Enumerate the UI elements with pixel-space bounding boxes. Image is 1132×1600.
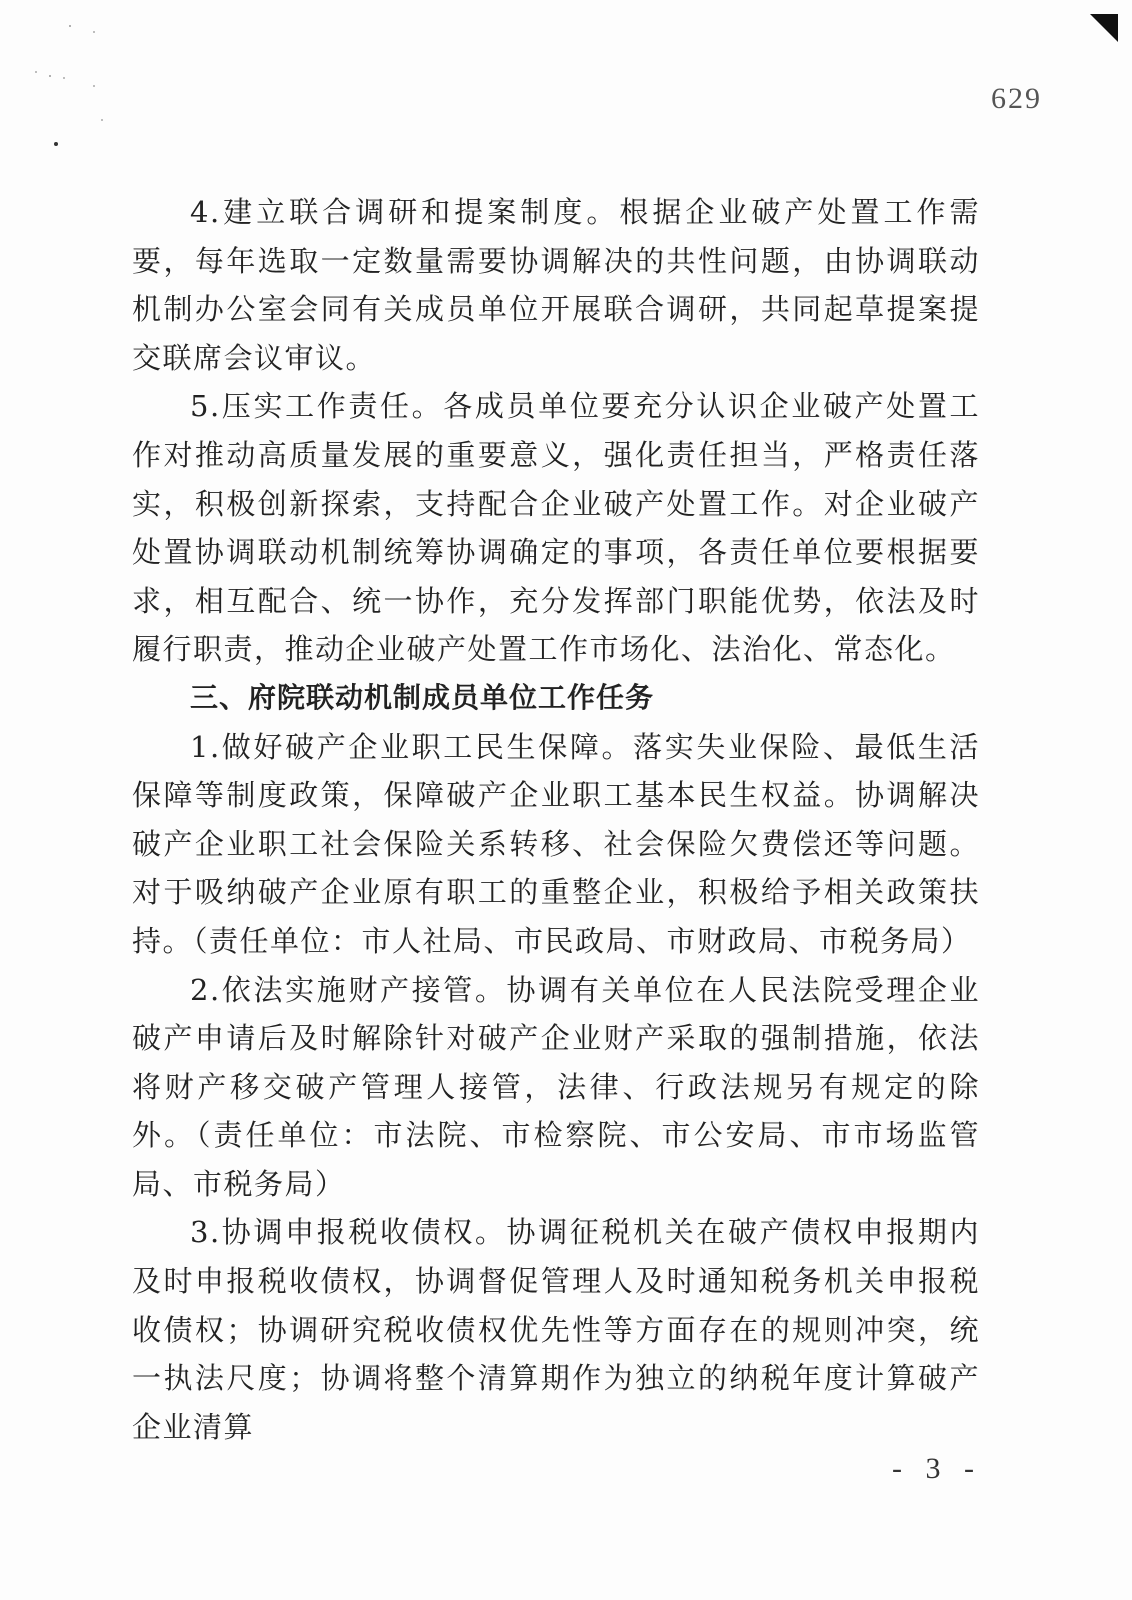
scan-specks [30, 20, 130, 150]
task-2-property-takeover: 2.依法实施财产接管。协调有关单位在人民法院受理企业破产申请后及时解除针对破产企业财产采取的强制措施，依法将财产移交破产管理人接管，法律、行政法规另有规定的除外。（责任单位：市法院、市检察院、市公安局、市市场监管局、市税务局） [132, 972, 980, 1201]
corner-triangle-mark [1090, 14, 1118, 42]
stamp-number: 629 [991, 82, 1042, 115]
page-number: - 3 - [892, 1452, 982, 1485]
section-heading: 三、府院联动机制成员单位工作任务 [190, 680, 655, 714]
task-1-employee-protection: 1.做好破产企业职工民生保障。落实失业保险、最低生活保障等制度政策，保障破产企业职工基本民生权益。协调解决破产企业职工社会保险关系转移、社会保险欠费偿还等问题。对于吸纳破产企业原有职工的重整企业，积极给予相关政策扶持。（责任单位：市人社局、市民政局、市财政局、市税务局） [132, 729, 980, 958]
document-body [132, 188, 980, 1451]
paragraph-4-joint-research: 4.建立联合调研和提案制度。根据企业破产处置工作需要，每年选取一定数量需要协调解决的共性问题，由协调联动机制办公室会同有关成员单位开展联合调研，共同起草提案提交联席会议审议。 [132, 195, 980, 375]
paragraph-5-responsibility: 5.压实工作责任。各成员单位要充分认识企业破产处置工作对推动高质量发展的重要意义，强化责任担当，严格责任落实，积极创新探索，支持配合企业破产处置工作。对企业破产处置协调联动机制统筹协调确定的事项，各责任单位要根据要求，相互配合、统一协作，充分发挥部门职能优势，依法及时履行职责，推动企业破产处置工作市场化、法治化、常态化。 [132, 389, 980, 667]
task-3-tax-claims: 3.协调申报税收债权。协调征税机关在破产债权申报期内及时申报税收债权，协调督促管理人及时通知税务机关申报税收债权；协调研究税收债权优先性等方面存在的规则冲突，统一执法尺度；协调将整个清算期作为独立的纳税年度计算破产企业清算 [132, 1215, 980, 1444]
